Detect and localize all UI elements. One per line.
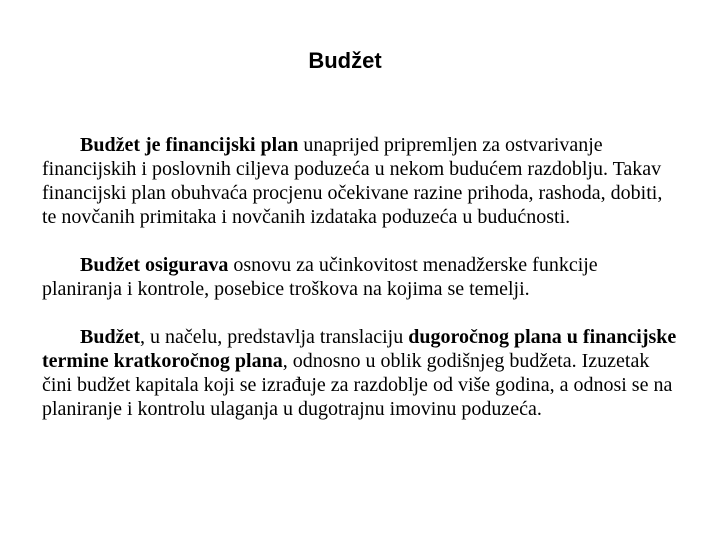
slide-title: Budžet	[308, 48, 382, 73]
slide-body	[42, 133, 678, 421]
paragraph-text: osnovu za učinkovitost menadžerske funkcije planiranja i kontrole, posebice troškova na kojima se temelji.	[42, 254, 598, 300]
paragraph-text: , u načelu, predstavlja translaciju	[140, 326, 409, 348]
paragraph-purpose	[42, 253, 678, 301]
paragraph-translation	[42, 325, 678, 421]
paragraph-text-bold: dugoročnog plana u financijske termine kratkoročnog plana	[42, 326, 677, 372]
paragraph-text: unaprijed pripremljen za ostvarivanje financijskih i poslovnih ciljeva poduzeća u nekom budućem razdoblju. Takav financijski plan obuhvaća procjenu očekivane razine prihoda, rashoda, dobiti, te novčanih primitaka i novčanih izdataka poduzeća u budućnosti.	[42, 134, 663, 228]
paragraph-text-bold: Budžet osigurava	[80, 254, 229, 276]
paragraph-text-bold: Budžet je financijski plan	[80, 134, 299, 156]
paragraph-text-bold: Budžet	[80, 326, 140, 348]
paragraph-text: , odnosno u oblik godišnjeg budžeta. Izuzetak čini budžet kapitala koji se izrađuje za razdoblje od više godina, a odnosi se na planiranje i kontrolu ulaganja u dugotrajnu imovinu poduzeća.	[42, 350, 673, 420]
paragraph-definition	[42, 133, 678, 229]
